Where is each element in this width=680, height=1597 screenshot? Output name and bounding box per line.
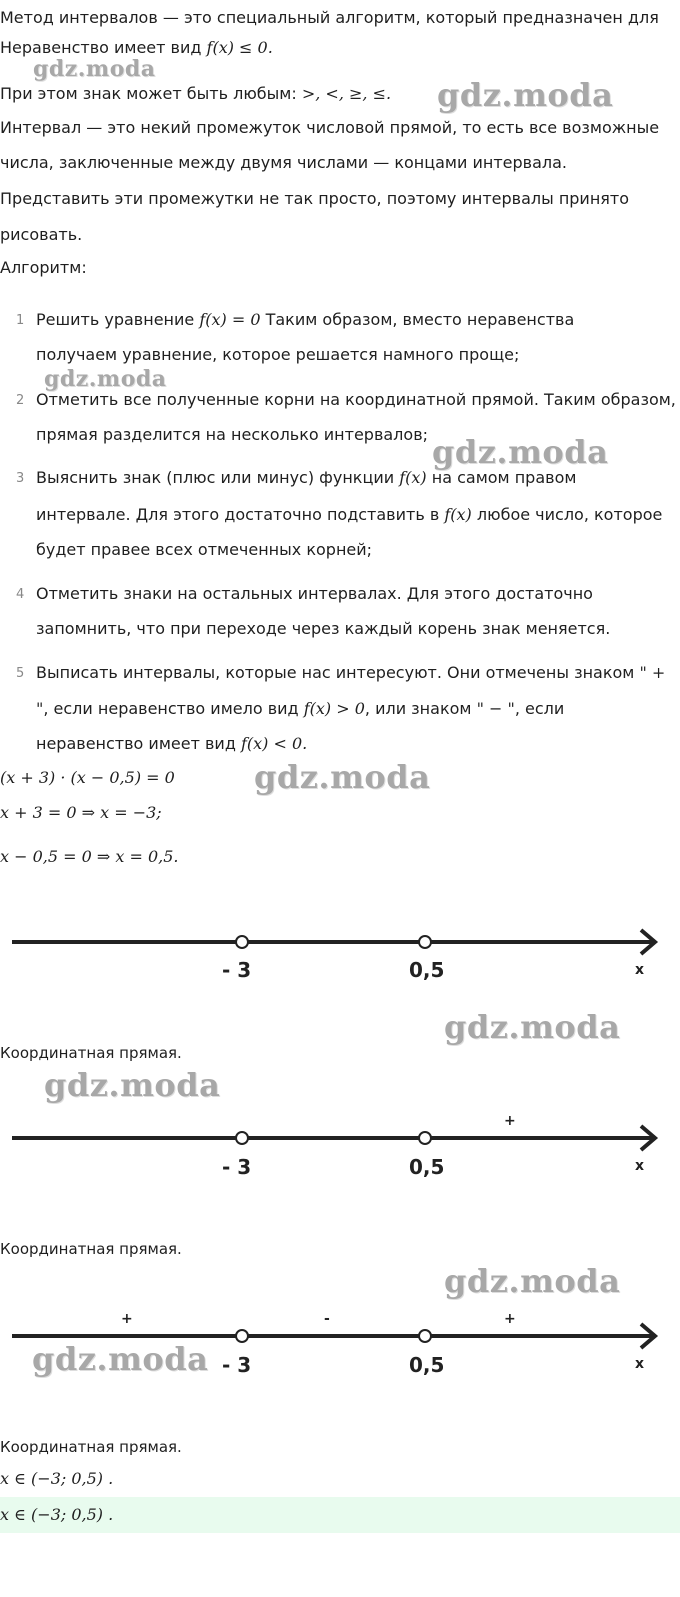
intro-line-6: Представить эти промежутки не так просто, поэтому интервалы принято [0, 189, 630, 208]
solution-equation-1: (x + 3) · (x − 0,5) = 0 [0, 768, 175, 787]
list-item-5-text-b: , если неравенство имело вид [43, 699, 304, 718]
list-item-4-line-1: Отметить знаки на остальных интервалах. Для этого достаточно [36, 584, 593, 603]
list-item-3-line-1 [36, 468, 576, 488]
root-point-2 [419, 936, 431, 948]
intro-line-2 [0, 38, 273, 58]
root-label-1: - 3 [222, 958, 252, 980]
root-point-1 [236, 1132, 248, 1144]
equation-formula: f(x) = 0 [199, 310, 261, 329]
axis-x-label: x [635, 1158, 645, 1174]
sign-left: + [121, 1311, 133, 1327]
inequality-formula: f(x) ≤ 0. [206, 38, 273, 57]
number-line-1 [0, 920, 680, 980]
intro-line-3 [0, 84, 391, 104]
watermark: gdz.moda [444, 1008, 621, 1046]
list-item-3-text-b: на самом правом [426, 468, 577, 487]
list-item-1-line-2: получаем уравнение, которое решается намного проще; [36, 345, 520, 364]
list-item-5-number: 5 [16, 666, 25, 681]
list-item-3-text-d: любое число, которое [471, 505, 663, 524]
list-item-4-number: 4 [16, 587, 25, 602]
intro-line-5: числа, заключенные между двумя числами — концами интервала. [0, 153, 568, 172]
root-label-2: 0,5 [409, 1155, 445, 1178]
list-item-5-line-1 [36, 663, 665, 683]
sign-right: + [504, 1311, 516, 1327]
list-item-1-text-b: Таким образом, вместо неравенства [260, 310, 575, 329]
list-item-1-text-a: Решить уравнение [36, 310, 200, 329]
root-label-1: - 3 [222, 1353, 252, 1377]
watermark: gdz.moda [254, 758, 431, 796]
caption-3: Координатная прямая. [0, 1438, 182, 1456]
root-point-1 [236, 1330, 248, 1342]
caption-1: Координатная прямая. [0, 1044, 182, 1062]
list-item-3-text-c: интервале. Для этого достаточно подставить в [36, 505, 445, 524]
watermark: gdz.moda [33, 56, 156, 82]
list-item-2-number: 2 [16, 393, 25, 408]
signs-formula: >, <, ≥, ≤. [301, 84, 392, 103]
intro-line-3-text: При этом знак может быть любым: [0, 84, 302, 103]
list-item-3-text-a: Выяснить знак (плюс или минус) функции [36, 468, 400, 487]
number-line-2 [0, 1108, 680, 1178]
watermark: gdz.moda [432, 433, 609, 471]
solution-equation-3: x − 0,5 = 0 ⇒ x = 0,5. [0, 847, 179, 866]
solution-equation-2: x + 3 = 0 ⇒ x = −3; [0, 803, 162, 822]
root-label-2: 0,5 [409, 1353, 445, 1377]
list-item-3-line-2 [36, 505, 662, 525]
intro-line-7: рисовать. [0, 225, 83, 244]
quote-mark: " [36, 699, 44, 718]
answer-line-1: x ∈ (−3; 0,5) . [0, 1469, 114, 1488]
list-item-1-number: 1 [16, 313, 25, 328]
watermark: gdz.moda [444, 1262, 621, 1300]
function-formula-2: f(x) [444, 505, 472, 524]
axis-x-label: x [635, 1356, 645, 1372]
intro-line-2-text: Неравенство имеет вид [0, 38, 207, 57]
list-item-5-text-c: , или знаком [364, 699, 477, 718]
minus-sign-formula: " − " [476, 699, 515, 718]
answer-line-2: x ∈ (−3; 0,5) . [0, 1505, 114, 1524]
less-formula: f(x) < 0. [240, 734, 308, 753]
root-point-1 [236, 936, 248, 948]
intro-line-4: Интервал — это некий промежуток числовой прямой, то есть все возможные [0, 118, 660, 137]
list-item-5-text-a: Выписать интервалы, которые нас интересуют. Они отмечены знаком [36, 663, 640, 682]
plus-sign-formula: " + [639, 663, 666, 682]
root-point-2 [419, 1330, 431, 1342]
root-label-1: - 3 [222, 1155, 252, 1178]
watermark: gdz.moda [44, 366, 167, 392]
function-formula: f(x) [399, 468, 427, 487]
caption-2: Координатная прямая. [0, 1240, 182, 1258]
intro-line-1: Метод интервалов — это специальный алгоритм, который предназначен для [0, 8, 659, 27]
sign-right: + [504, 1113, 516, 1129]
watermark: gdz.moda [32, 1340, 209, 1378]
axis-x-label: x [635, 962, 645, 978]
list-item-3-line-3: будет правее всех отмеченных корней; [36, 540, 373, 559]
intro-line-8: Алгоритм: [0, 258, 87, 277]
list-item-3-number: 3 [16, 471, 25, 486]
list-item-5-text-d: , если [514, 699, 565, 718]
watermark: gdz.moda [437, 76, 614, 114]
greater-formula: f(x) > 0 [303, 699, 365, 718]
list-item-1-line-1 [36, 310, 574, 330]
list-item-2-line-2: прямая разделится на несколько интервалов; [36, 425, 429, 444]
watermark: gdz.moda [44, 1066, 221, 1104]
root-label-2: 0,5 [409, 958, 445, 980]
list-item-5-text-e: неравенство имеет вид [36, 734, 241, 753]
list-item-2-line-1: Отметить все полученные корни на координатной прямой. Таким образом, [36, 390, 676, 409]
list-item-4-line-2: запомнить, что при переходе через каждый корень знак меняется. [36, 619, 611, 638]
list-item-5-line-3 [36, 734, 307, 754]
list-item-5-line-2 [36, 699, 564, 719]
sign-middle: - [324, 1311, 330, 1327]
root-point-2 [419, 1132, 431, 1144]
